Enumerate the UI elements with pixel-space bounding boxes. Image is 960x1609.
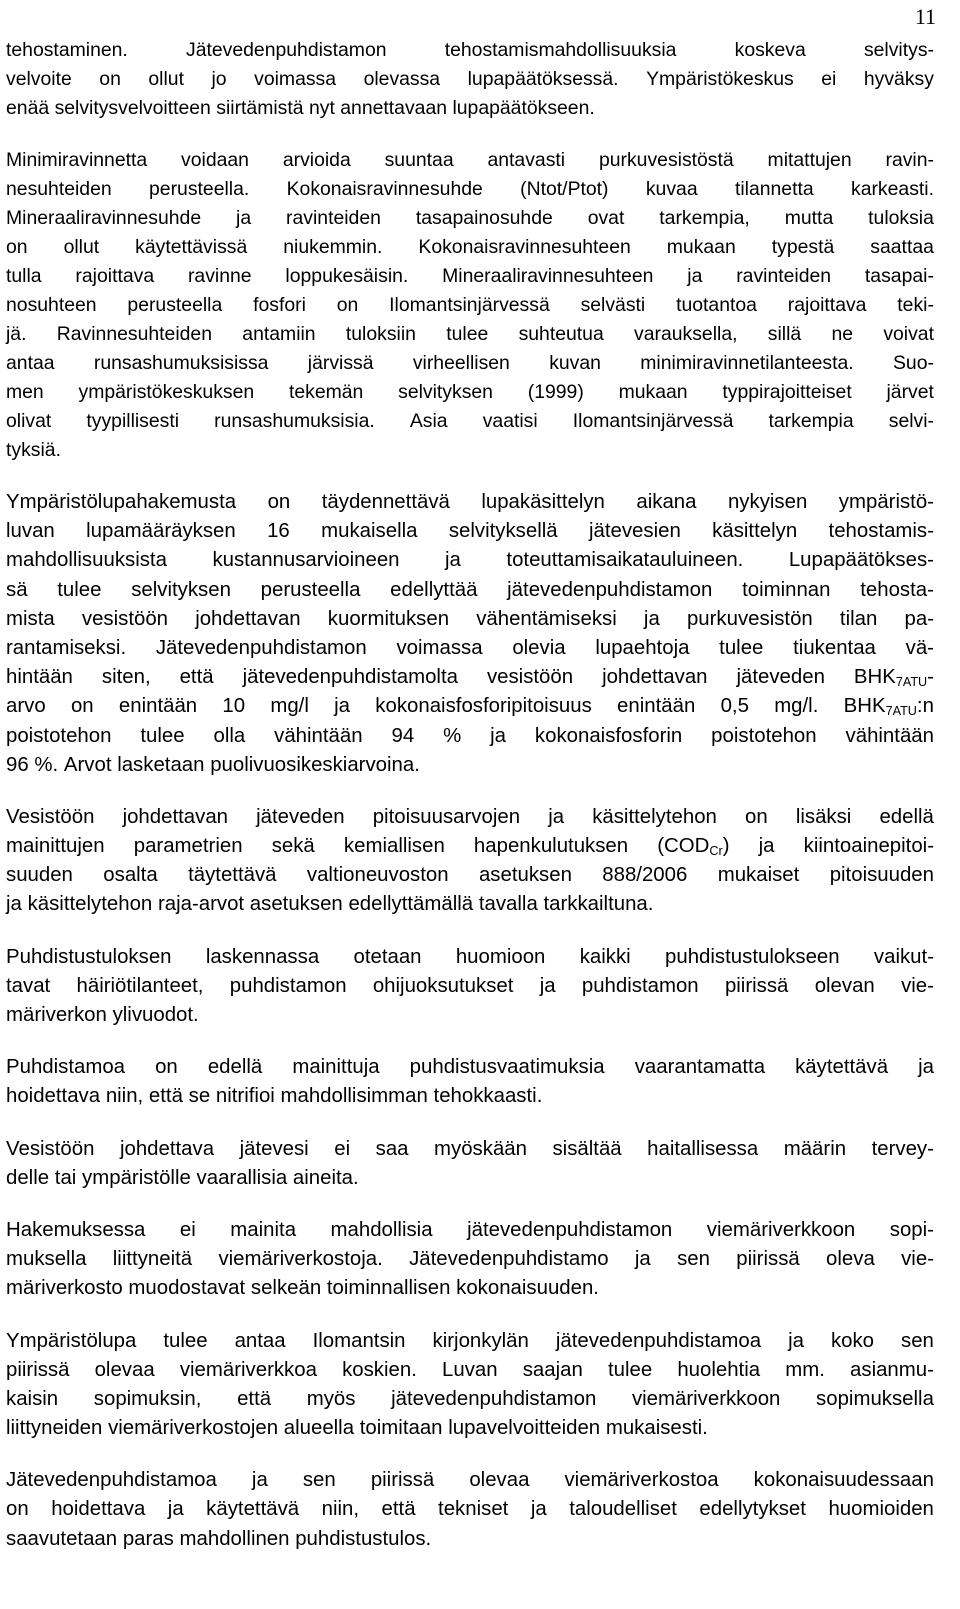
text-line: Ympäristölupahakemusta on täydennettävä lupakäsittelyn aikana nykyisen ympäristö- bbox=[6, 491, 934, 513]
text-line: muksella liittyneitä viemäriverkostoja. Jätevedenpuhdistamo ja sen piirissä oleva vie- bbox=[6, 1248, 934, 1271]
text-line: Vesistöön johdettava jätevesi ei saa myöskään sisältää haitallisessa määrin tervey- bbox=[6, 1137, 934, 1160]
text-line: rantamiseksi. Jätevedenpuhdistamon voimassa olevia lupaehtoja tulee tiukentaa vä- bbox=[6, 636, 934, 659]
text-line: velvoite on ollut jo voimassa olevassa lupapäätöksessä. Ympäristökeskus ei hyväksy bbox=[6, 68, 934, 90]
text-line: Puhdistustuloksen laskennassa otetaan huomioon kaikki puhdistustulokseen vaikut- bbox=[6, 945, 934, 968]
text-line: Ympäristölupa tulee antaa Ilomantsin kirjonkylän jätevedenpuhdistamoa ja koko sen bbox=[6, 1329, 934, 1352]
text-line: delle tai ympäristölle vaarallisia aineita. bbox=[6, 1166, 359, 1189]
paragraph bbox=[6, 803, 934, 920]
paragraph bbox=[6, 36, 934, 123]
text-line: mista vesistöön johdettavan kuormituksen vähentämiseksi ja purkuvesistön tilan pa- bbox=[6, 607, 934, 630]
text-line: hoidettava niin, että se nitrifioi mahdollisimman tehokkaasti. bbox=[6, 1085, 543, 1108]
paragraph bbox=[6, 488, 934, 780]
text-line: märiverkosto muodostavat selkeän toiminnallisen kokonaisuuden. bbox=[6, 1277, 599, 1300]
text-line: märiverkon ylivuodot. bbox=[6, 1004, 199, 1026]
text-line: Minimiravinnetta voidaan arvioida suuntaa antavasti purkuvesistöstä mitattujen ravin- bbox=[6, 149, 934, 171]
paragraph bbox=[6, 1327, 934, 1444]
page-number: 11 bbox=[914, 4, 936, 29]
text-line: Puhdistamoa on edellä mainittuja puhdistusvaatimuksia vaarantamatta käytettävä ja bbox=[6, 1056, 934, 1079]
text-line: tulla rajoittava ravinne loppukesäisin. Mineraaliravinnesuhteen ja ravinteiden tasapai- bbox=[6, 265, 934, 287]
text-line: piirissä olevaa viemäriverkkoa koskien. Luvan saajan tulee huolehtia mm. asianmu- bbox=[6, 1358, 934, 1381]
text-line: mainittujen parametrien sekä kemiallisen hapenkulutuksen $(COD_{Cr})$ ja kiintoainepitoi- bbox=[6, 835, 934, 859]
text-line: suuden osalta täytettävä valtioneuvoston asetuksen 888/2006 mukaiset pitoisuuden bbox=[6, 864, 934, 887]
text-line: Hakemuksessa ei mainita mahdollisia jätevedenpuhdistamon viemäriverkkoon sopi- bbox=[6, 1218, 934, 1241]
text-line: nosuhteen perusteella fosfori on Ilomantsinjärvessä selvästi tuotantoa rajoittava teki- bbox=[6, 294, 934, 316]
text-line: nesuhteiden perusteella. Kokonaisravinnesuhde (Ntot/Ptot) kuvaa tilannetta karkeasti. bbox=[6, 178, 934, 200]
text-line: kaisin sopimuksin, että myös jätevedenpuhdistamon viemäriverkkoon sopimuksella bbox=[6, 1387, 934, 1410]
text-line: men ympäristökeskuksen tekemän selvityksen (1999) mukaan typpirajoitteiset järvet bbox=[6, 381, 934, 403]
paragraph bbox=[6, 146, 934, 465]
text-line: tyksiä. bbox=[6, 439, 61, 461]
text-line: tavat häiriötilanteet, puhdistamon ohijuoksutukset ja puhdistamon piirissä olevan vie- bbox=[6, 974, 934, 997]
text-line: saavutetaan paras mahdollinen puhdistustulos. bbox=[6, 1527, 432, 1550]
text-line: antaa runsashumuksisissa järvissä virheellisen kuvan minimiravinnetilanteesta. Suo- bbox=[6, 352, 934, 374]
text-line: arvo on enintään 10 mg/l ja kokonaisfosforipitoisuus enintään 0,5 mg/l. $BHK_{7ATU}:n$ bbox=[6, 695, 934, 719]
text-line: jä. Ravinnesuhteiden antamiin tuloksiin tulee suhteutua varauksella, sillä ne voivat bbox=[6, 323, 934, 345]
text-line: mahdollisuuksista kustannusarvioineen ja toteuttamisaikatauluineen. Lupapäätökses- bbox=[6, 549, 934, 572]
document-body bbox=[6, 36, 934, 1577]
text-line: 96 %. Arvot lasketaan puolivuosikeskiarvoina. bbox=[6, 753, 420, 776]
text-line: olivat tyypillisesti runsashumuksisia. Asia vaatisi Ilomantsinjärvessä tarkempia selvi- bbox=[6, 410, 934, 432]
paragraph bbox=[6, 1135, 934, 1193]
text-line: luvan lupamääräyksen 16 mukaisella selvityksellä jätevesien käsittelyn tehostamis- bbox=[6, 520, 934, 543]
text-line: hintään siten, että jätevedenpuhdistamolta vesistöön johdettavan jäteveden $BHK_{7ATU}-$ bbox=[6, 666, 934, 690]
text-line: enää selvitysvelvoitteen siirtämistä nyt annettavaan lupapäätökseen. bbox=[6, 97, 595, 119]
text-line: on hoidettava ja käytettävä niin, että tekniset ja taloudelliset edellytykset huomioiden bbox=[6, 1498, 934, 1521]
text-line: Vesistöön johdettavan jäteveden pitoisuusarvojen ja käsittelytehon on lisäksi edellä bbox=[6, 805, 934, 828]
text-line: liittyneiden viemäriverkostojen alueella toimitaan lupavelvoitteiden mukaisesti. bbox=[6, 1417, 708, 1440]
text-line: poistotehon tulee olla vähintään 94 % ja kokonaisfosforin poistotehon vähintään bbox=[6, 724, 934, 747]
paragraph bbox=[6, 1466, 934, 1554]
paragraph bbox=[6, 1053, 934, 1111]
text-line: Mineraaliravinnesuhde ja ravinteiden tasapainosuhde ovat tarkempia, mutta tuloksia bbox=[6, 207, 934, 229]
text-line: Jätevedenpuhdistamoa ja sen piirissä olevaa viemäriverkostoa kokonaisuudessaan bbox=[6, 1469, 934, 1492]
text-line: ja käsittelytehon raja-arvot asetuksen edellyttämällä tavalla tarkkailtuna. bbox=[6, 893, 654, 916]
text-line: tehostaminen. Jätevedenpuhdistamon tehostamismahdollisuuksia koskeva selvitys- bbox=[6, 39, 934, 61]
paragraph bbox=[6, 943, 934, 1031]
text-line: on ollut käytettävissä niukemmin. Kokonaisravinnesuhteen mukaan typestä saattaa bbox=[6, 236, 934, 258]
paragraph bbox=[6, 1216, 934, 1304]
text-line: sä tulee selvityksen perusteella edellyttää jätevedenpuhdistamon toiminnan tehosta- bbox=[6, 578, 934, 601]
